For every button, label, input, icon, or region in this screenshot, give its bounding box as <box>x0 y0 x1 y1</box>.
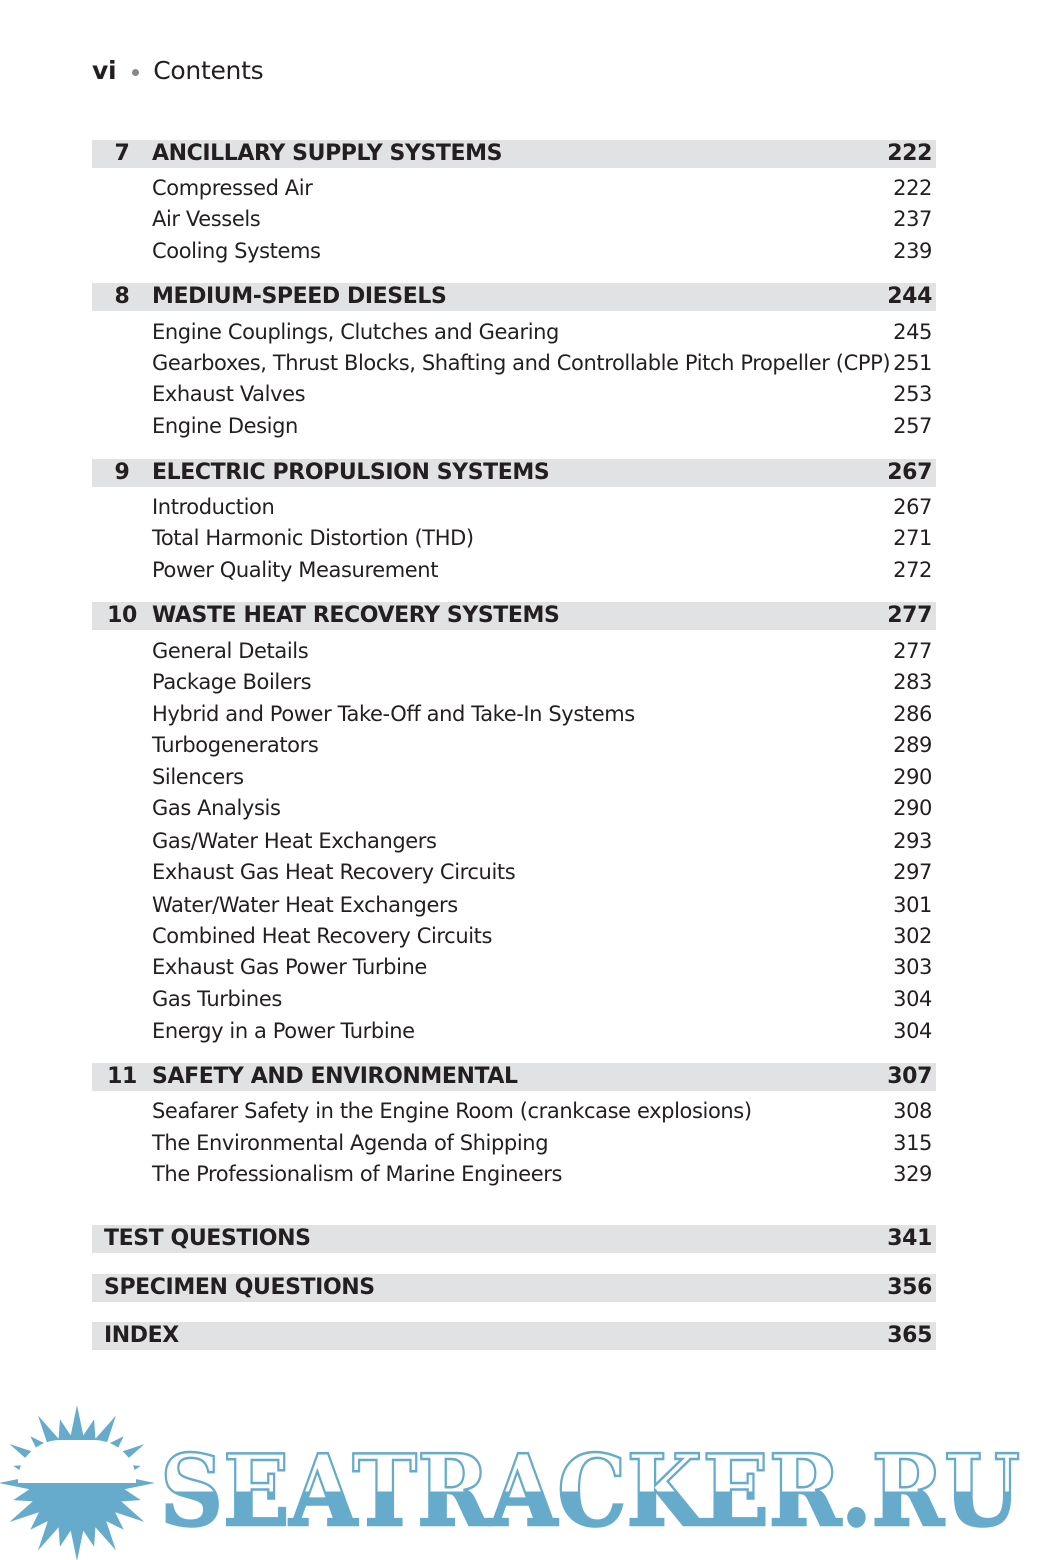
entry-title: Combined Heat Recovery Circuits <box>152 924 493 948</box>
entry-title: Package Boilers <box>152 670 312 694</box>
section-title: Contents <box>153 56 264 85</box>
entry-title: The Environmental Agenda of Shipping <box>152 1131 549 1155</box>
page-number: 222 <box>893 176 932 200</box>
section-title: SPECIMEN QUESTIONS <box>104 1275 375 1300</box>
toc-entry[interactable] <box>92 412 936 440</box>
toc-entry[interactable] <box>92 205 936 233</box>
chapter-title: MEDIUM-SPEED DIESELS <box>152 284 447 309</box>
entry-title: Engine Design <box>152 414 298 438</box>
chapter-number: 7 <box>114 141 130 166</box>
chapter-heading[interactable] <box>92 1063 936 1091</box>
page-number: 293 <box>893 829 932 853</box>
entry-title: Gas Turbines <box>152 987 282 1011</box>
page-number: 267 <box>887 460 932 485</box>
entry-title: Energy in a Power Turbine <box>152 1019 415 1043</box>
chapter-title: SAFETY AND ENVIRONMENTAL <box>152 1064 518 1089</box>
toc-entry[interactable] <box>92 794 936 822</box>
page-number: 308 <box>893 1099 932 1123</box>
chapter-title: WASTE HEAT RECOVERY SYSTEMS <box>152 603 560 628</box>
page-number: 251 <box>893 351 932 375</box>
page-number: 277 <box>887 603 932 628</box>
page-number: 303 <box>893 955 932 979</box>
entry-title: Compressed Air <box>152 176 313 200</box>
chapter-number: 10 <box>107 603 137 628</box>
toc-entry[interactable] <box>92 827 936 855</box>
page-number: 356 <box>887 1275 932 1300</box>
toc-entry[interactable] <box>92 731 936 759</box>
toc-entry[interactable] <box>92 922 936 950</box>
page-number: 302 <box>893 924 932 948</box>
toc-entry[interactable] <box>92 237 936 265</box>
page-number: 271 <box>893 526 932 550</box>
entry-title: Gas/Water Heat Exchangers <box>152 829 437 853</box>
entry-title: Gearboxes, Thrust Blocks, Shafting and Controllable Pitch Propeller (CPP) <box>152 351 891 375</box>
chapter-heading[interactable] <box>92 602 936 630</box>
bullet-separator <box>132 69 139 76</box>
page-numeral: vi <box>92 56 117 85</box>
entry-title: Turbogenerators <box>152 733 319 757</box>
page-number: 297 <box>893 860 932 884</box>
entry-title: Total Harmonic Distortion (THD) <box>152 526 474 550</box>
page-number: 253 <box>893 382 932 406</box>
chapter-number: 9 <box>114 460 130 485</box>
back-matter-heading[interactable] <box>92 1225 936 1253</box>
page-number: 304 <box>893 1019 932 1043</box>
page-number: 329 <box>893 1162 932 1186</box>
toc-entry[interactable] <box>92 174 936 202</box>
toc-entry[interactable] <box>92 556 936 584</box>
toc-entry[interactable] <box>92 668 936 696</box>
entry-title: Exhaust Gas Heat Recovery Circuits <box>152 860 516 884</box>
running-header <box>92 56 263 85</box>
page-number: 315 <box>893 1131 932 1155</box>
entry-title: Introduction <box>152 495 275 519</box>
entry-title: Exhaust Valves <box>152 382 306 406</box>
page-number: 304 <box>893 987 932 1011</box>
entry-title: Seafarer Safety in the Engine Room (crankcase explosions) <box>152 1099 752 1123</box>
page-number: 222 <box>887 141 932 166</box>
toc-entry[interactable] <box>92 637 936 665</box>
chapter-heading[interactable] <box>92 283 936 311</box>
page-number: 245 <box>893 320 932 344</box>
entry-title: Engine Couplings, Clutches and Gearing <box>152 320 559 344</box>
back-matter-heading[interactable] <box>92 1274 936 1302</box>
entry-title: Exhaust Gas Power Turbine <box>152 955 427 979</box>
page-number: 267 <box>893 495 932 519</box>
chapter-number: 8 <box>114 284 130 309</box>
page-number: 341 <box>887 1226 932 1251</box>
entry-title: Air Vessels <box>152 207 261 231</box>
toc-entry[interactable] <box>92 763 936 791</box>
toc-entry[interactable] <box>92 1097 936 1125</box>
chapter-heading[interactable] <box>92 459 936 487</box>
toc-entry[interactable] <box>92 349 936 377</box>
entry-title: General Details <box>152 639 309 663</box>
watermark-logo <box>0 1400 1040 1560</box>
back-matter-heading[interactable] <box>92 1322 936 1350</box>
toc-entry[interactable] <box>92 318 936 346</box>
page-number: 307 <box>887 1064 932 1089</box>
entry-title: Hybrid and Power Take-Off and Take-In Systems <box>152 702 635 726</box>
toc-entry[interactable] <box>92 1129 936 1157</box>
page-number: 257 <box>893 414 932 438</box>
entry-title: Silencers <box>152 765 244 789</box>
page-number: 289 <box>893 733 932 757</box>
page-number: 239 <box>893 239 932 263</box>
page-number: 237 <box>893 207 932 231</box>
toc-entry[interactable] <box>92 985 936 1013</box>
toc-entry[interactable] <box>92 380 936 408</box>
toc-entry[interactable] <box>92 1160 936 1188</box>
chapter-heading[interactable] <box>92 140 936 168</box>
entry-title: The Professionalism of Marine Engineers <box>152 1162 562 1186</box>
page-number: 301 <box>893 893 932 917</box>
sun-icon <box>0 1405 155 1560</box>
page-number: 290 <box>893 765 932 789</box>
toc-entry[interactable] <box>92 858 936 886</box>
toc-entry[interactable] <box>92 891 936 919</box>
page-number: 272 <box>893 558 932 582</box>
toc-entry[interactable] <box>92 493 936 521</box>
toc-entry[interactable] <box>92 524 936 552</box>
toc-entry[interactable] <box>92 700 936 728</box>
page-number: 286 <box>893 702 932 726</box>
chapter-title: ELECTRIC PROPULSION SYSTEMS <box>152 460 550 485</box>
section-title: INDEX <box>104 1323 179 1348</box>
section-title: TEST QUESTIONS <box>104 1226 311 1251</box>
page-number: 244 <box>887 284 932 309</box>
chapter-number: 11 <box>107 1064 137 1089</box>
page-number: 283 <box>893 670 932 694</box>
entry-title: Cooling Systems <box>152 239 321 263</box>
watermark-text: SEATRACKER.RU <box>160 1434 1020 1549</box>
toc-entry[interactable] <box>92 953 936 981</box>
toc-entry[interactable] <box>92 1017 936 1045</box>
entry-title: Gas Analysis <box>152 796 281 820</box>
page-number: 277 <box>893 639 932 663</box>
entry-title: Power Quality Measurement <box>152 558 439 582</box>
page-number: 290 <box>893 796 932 820</box>
page-number: 365 <box>887 1323 932 1348</box>
entry-title: Water/Water Heat Exchangers <box>152 893 458 917</box>
chapter-title: ANCILLARY SUPPLY SYSTEMS <box>152 141 503 166</box>
